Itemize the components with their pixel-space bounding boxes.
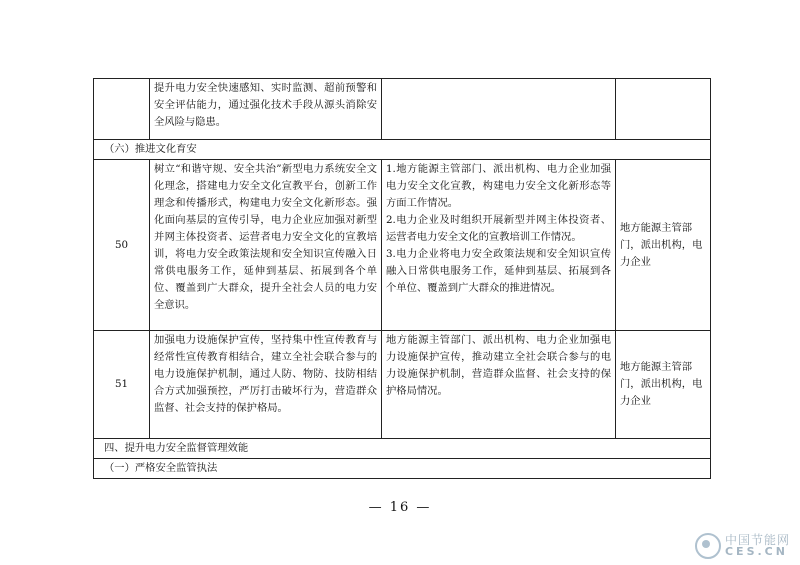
content-cell: 提升电力安全快速感知、实时监测、超前预警和安全评估能力，通过强化技术手段从源头消除安全风险与隐患。	[150, 79, 382, 140]
subsection-heading-1: （一）严格安全监管执法	[94, 459, 711, 479]
num-cell	[94, 79, 150, 140]
measures-cell: 地方能源主管部门、派出机构、电力企业加强电力设施保护宣传，推动建立全社会联合参与的电力设施保护机制，营造群众监督、社会支持的保护格局情况。	[382, 331, 616, 439]
responsible-cell: 地方能源主管部门，派出机构，电力企业	[616, 160, 711, 331]
section-row	[94, 439, 711, 459]
section-row	[94, 140, 711, 160]
measures-table	[93, 78, 711, 479]
content-cell: 树立“和谐守规、安全共治”新型电力系统安全文化理念，搭建电力安全文化宣教平台，创新工作理念和传播形式，构建电力安全文化新形态。强化面向基层的宣传引导，电力企业应加强对新型并网主体投资者、运营者电力安全文化的宣教培训，将电力安全政策法规和安全知识宣传融入日常供电服务工作，延伸到基层、拓展到各个单位、覆盖到广大群众，提升全社会人员的电力安全意识。	[150, 160, 382, 331]
table-row	[94, 79, 711, 140]
item-number: 51	[94, 331, 150, 439]
watermark-cn: 中国节能网	[724, 533, 790, 547]
item-number: 50	[94, 160, 150, 331]
watermark-text	[725, 534, 790, 558]
measures-cell	[382, 79, 616, 140]
measure-item: 2.电力企业及时组织开展新型并网主体投资者、运营者电力安全文化的宣教培训工作情况。	[386, 214, 611, 243]
watermark	[695, 533, 790, 559]
table-row-51	[94, 331, 711, 439]
section-heading-4: 四、提升电力安全监督管理效能	[94, 439, 711, 459]
subsection-row	[94, 459, 711, 479]
content-cell: 加强电力设施保护宣传，坚持集中性宣传教育与经常性宣传教育相结合，建立全社会联合参与的电力设施保护机制，通过人防、物防、技防相结合方式加强预控，严厉打击破坏行为，营造群众监督、社会支持的保护格局。	[150, 331, 382, 439]
measure-item: 3.电力企业将电力安全政策法规和安全知识宣传融入日常供电服务工作，延伸到基层、拓展到各个单位、覆盖到广大群众的推进情况。	[386, 248, 611, 294]
watermark-en: CES.CN	[724, 545, 788, 558]
ces-logo-icon	[695, 533, 721, 559]
table-row-50	[94, 160, 711, 331]
responsible-cell: 地方能源主管部门，派出机构，电力企业	[616, 331, 711, 439]
section-heading-6: （六）推进文化育安	[94, 140, 711, 160]
measure-item: 1.地方能源主管部门、派出机构、电力企业加强电力安全文化宣教，构建电力安全文化新形态等方面工作情况。	[386, 163, 611, 209]
measures-cell	[382, 160, 616, 331]
page-number: — 16 —	[368, 500, 432, 515]
responsible-cell	[616, 79, 711, 140]
